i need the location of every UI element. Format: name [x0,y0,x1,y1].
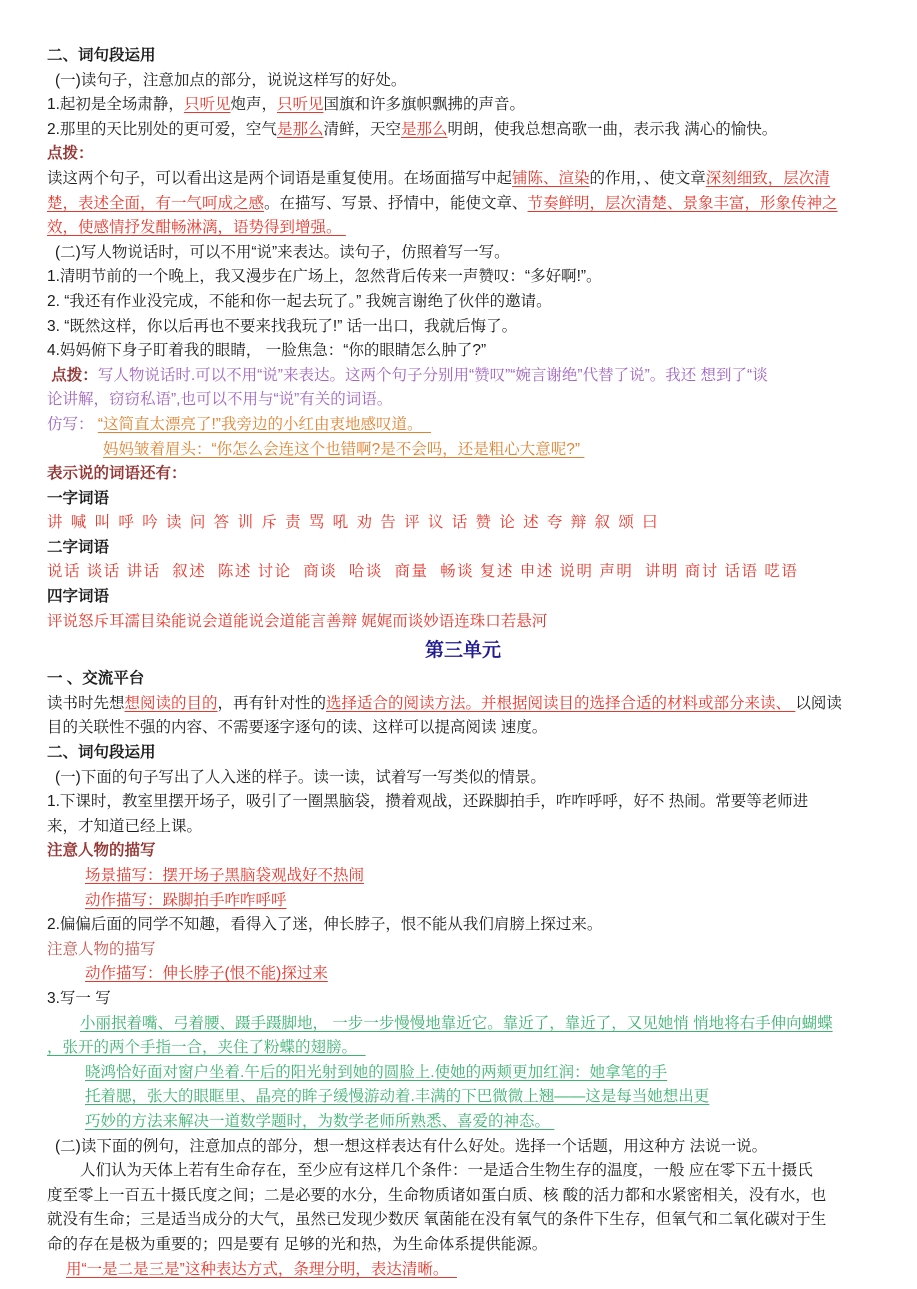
hint-heading [47,142,879,167]
note-heading [47,938,879,963]
text-segment: 讲 喊 叫 呼 吟 读 问 答 训 斥 责 骂 吼 劝 告 评 议 话 赞 论 述 夸 辩 叙 颂 曰 [47,514,660,532]
text-segment: 表示说的词语还有： [47,465,187,483]
text-segment: 度至零上一百五十摄氏度之间；二是必要的水分，生命物质诸如蛋白质、核 酸的活力都和水紧密相关，没有水，也 [47,1186,827,1204]
text-line [47,716,879,741]
text-segment: 2. “我还有作业没完成，不能和你一起去玩了。” 我婉言谢绝了伙伴的邀请。 [47,292,552,310]
text-segment: 铺陈、渲染 [512,169,590,187]
word-list [47,610,879,635]
word-list [47,560,879,585]
text-segment: 读这两个句子，可以看出这是两个词语是重复使用。在场面描写中起 [47,169,513,187]
text-segment: (一)下面的句子写出了人入迷的样子。读一读，试着写一写类似的情景。 [55,768,546,786]
word-list [47,511,879,536]
text-line [47,987,879,1012]
section-heading [47,741,879,766]
text-segment: 2.那里的天比别处的更可爱，空气 [47,120,277,138]
text-segment: 点拨： [47,366,98,384]
text-line [47,69,879,94]
unit-title [47,634,879,667]
answer-line [47,1258,879,1283]
text-line [47,1184,879,1209]
text-segment: 1.起初是全场肃静， [47,96,184,114]
text-segment: 二字词语 [47,538,110,556]
text-segment: 注意人物的描写 [47,940,156,958]
text-line [47,167,879,192]
text-segment: 用“一是二是三是”这种表达方式，条理分明，表达清晰。 [66,1260,457,1278]
text-segment: 仿写： [47,415,98,433]
text-line [47,913,879,938]
text-segment: 动作描写：跺脚拍手咋咋呼呼 [85,891,287,909]
sample-line [47,1036,879,1061]
imitation-line [47,413,879,438]
sample-line [47,1110,879,1135]
subheading [47,585,879,610]
subheading [47,536,879,561]
text-line [47,93,879,118]
sample-line [47,1012,879,1037]
text-segment: 二、词句段运用 [47,744,156,762]
text-segment: 楚，表述全面，有一气呵成之感 [47,194,265,212]
text-line [47,192,879,217]
text-segment: 论讲解，窃窃私语”,也可以不用与“说”有关的词语。 [47,391,393,409]
text-line [47,315,879,340]
text-segment: 第三单元 [424,640,501,662]
text-segment: 目的关联性不强的内容、不需要逐字逐句的读、这样可以提高阅读 速度。 [47,719,548,737]
imitation-line [47,438,879,463]
answer-line [47,864,879,889]
text-segment: 清鲜，天空 [323,120,401,138]
text-segment: 国旗和许多旗帜飘拂的声音。 [323,96,525,114]
text-line [47,790,879,815]
text-line [47,815,879,840]
text-segment: 说话 谈话 讲话 叙述 陈述 讨论 商谈 哈谈 商量 畅谈 复述 申述 说明 声明 讲明 商讨 话语 呓语 [47,563,799,581]
text-segment: 晓鸿恰好面对窗户坐着.午后的阳光射到她的圆脸上.使她的两颊更加红润：她拿笔的手 [85,1063,668,1081]
text-segment: 3. “既然这样，你以后再也不要来找我玩了!” 话一出口，我就后悔了。 [47,317,518,335]
text-segment: 炮声， [230,96,277,114]
text-line [47,118,879,143]
text-line [47,1208,879,1233]
text-segment: 只听见 [183,96,231,114]
text-segment: ，再有针对性的 [217,694,327,712]
text-segment: 。在描写、写景、抒情中，能使文章、 [264,194,528,212]
text-segment: 4.妈妈俯下身子盯着我的眼睛， 一脸焦急：“你的眼睛怎么肿了?” [47,342,487,360]
text-line [47,692,879,717]
text-line [47,339,879,364]
note-heading [47,839,879,864]
text-line [47,216,879,241]
text-segment: 评说怒斥耳濡目染能说会道能说会道能言善辩 娓娓而谈妙语连珠口若悬河 [47,612,548,630]
text-segment: 点拨： [47,145,94,163]
section-heading [47,667,879,692]
text-segment: 命的存在是极为重要的；四是要有 足够的光和热，为生命体系提供能源。 [47,1235,548,1253]
text-segment: 场景描写：摆开场子黑脑袋观战好不热闹 [85,867,365,884]
answer-line [47,889,879,914]
sample-line [47,1061,879,1086]
text-segment: 是那么 [400,120,448,138]
text-segment: 注意人物的描写 [47,842,156,860]
text-segment: 1.下课时，教室里摆开场子，吸引了一圈黑脑袋，攒着观战，还跺脚拍手，咋咋呼呼，好不 热闹。常要等老师进 [47,793,809,811]
text-segment: 想阅读的目的 [124,694,218,712]
text-segment: 小丽抿着嘴、弓着腰、蹑手蹑脚地， 一步一步慢慢地靠近它。靠近了，靠近了，又见她悄 悄地将右手伸向蝴蝶 [80,1014,833,1032]
text-segment: “这简直太漂亮了!”我旁边的小红由衷地感叹道。 [97,415,432,433]
text-line [47,1233,879,1258]
text-segment: 选择适合的阅读方法。并根据阅读目的选择合适的材料或部分来读、 [326,694,796,712]
text-segment: 节奏鲜明，层次清楚、景象丰富，形象传神之 [527,194,838,212]
text-segment: 二、词句段运用 [47,47,156,64]
subheading [47,462,879,487]
text-segment: (一)读句子，注意加点的部分，说说这样写的好处。 [55,71,407,89]
text-segment: 3.写一 写 [47,989,111,1007]
text-line [47,1135,879,1160]
text-segment: 来，才知道已经上课。 [47,817,203,835]
text-segment: 写人物说话时.可以不用“说”来表达。这两个句子分别用“赞叹”“婉言谢绝”代替了说”。我还 想到了“谈 [97,366,768,384]
hint-line [47,364,879,389]
text-segment: 效，使感情抒发酣畅淋漓，语势得到增强。 [47,219,346,237]
text-segment: 巧妙的方法来解决一道数学题时，为数学老师所熟悉、喜爱的神态。 [85,1112,555,1130]
text-segment: 明朗，使我总想高歌一曲，表示我 满心的愉快。 [447,120,778,138]
text-segment: 动作描写：伸长脖子(恨不能)探过来 [85,965,328,983]
text-segment: 深刻细致，层次清 [705,169,830,187]
text-segment: 是那么 [276,120,324,138]
text-line [47,1159,879,1184]
text-segment: 的作用，、使文章 [589,169,706,187]
text-segment: 读书时先想 [47,694,125,712]
text-segment: 1.清明节前的一个晚上，我又漫步在广场上，忽然背后传来一声赞叹：“多好啊!”。 [47,268,602,286]
text-segment: 就没有生命；三是适当成分的大气，虽然已发现少数厌 氧菌能在没有氧气的条件下生存，但氧气和二氧化碳对于生 [47,1211,827,1229]
section-heading [47,44,879,69]
text-segment: 人们认为天体上若有生命存在，至少应有这样几个条件：一是适合生物生存的温度，一般 应在零下五十摄氏 [80,1162,813,1180]
text-segment: 四字词语 [47,588,110,606]
hint-line [47,388,879,413]
text-line [47,290,879,315]
sample-line [47,1085,879,1110]
text-line [47,241,879,266]
subheading [47,487,879,512]
text-segment: 托着腮，张大的眼眶里、晶亮的眸子缓慢游动着.丰满的下巴微微上翘——这是每当她想出更 [85,1088,710,1106]
text-line [47,766,879,791]
text-segment: 2.偏偏后面的同学不知趣，看得入了迷，伸长脖子，恨不能从我们肩膀上探过来。 [47,916,603,934]
text-segment: 一字词语 [47,489,110,507]
text-segment: 以阅读 [795,694,842,712]
text-segment: 只听见 [276,96,324,114]
text-segment: ，张开的两个手指一合，夹住了粉蝶的翅膀。 [47,1039,366,1057]
text-segment: 一 、交流平台 [47,670,145,688]
text-segment: 妈妈皱着眉头：“你怎么会连这个也错啊?是不会吗，还是粗心大意呢?” [103,440,585,458]
text-segment: (二)写人物说话时，可以不用“说”来表达。读句子，仿照着写一写。 [55,243,510,261]
text-segment: (二)读下面的例句，注意加点的部分，想一想这样表达有什么好处。选择一个话题，用这种方 法说一说。 [55,1137,768,1155]
text-line [47,265,879,290]
answer-line [47,962,879,987]
